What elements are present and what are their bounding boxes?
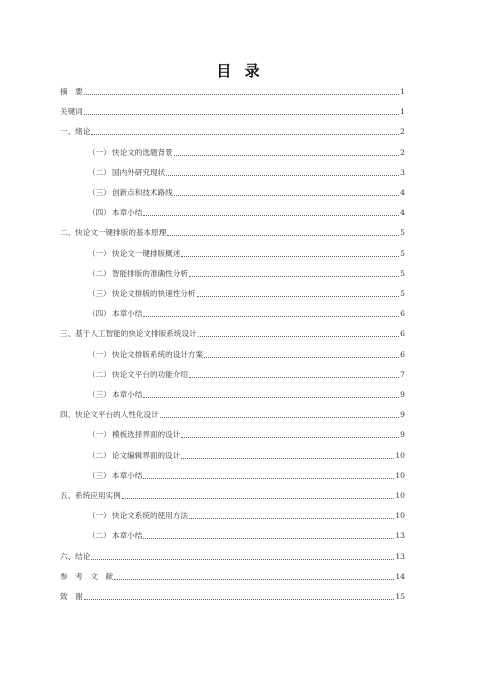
- toc-entry-number: （二）: [88, 531, 111, 541]
- toc-entry[interactable]: [60, 410, 405, 420]
- toc-page-number: 2: [400, 147, 405, 157]
- toc-entry[interactable]: [60, 228, 405, 238]
- toc-page-number: 9: [400, 390, 405, 399]
- toc-entry-number: （二）: [88, 369, 111, 379]
- toc-entry-label: [60, 228, 166, 238]
- toc-page-number: 5: [400, 248, 405, 258]
- toc-page-number: 3: [400, 167, 405, 177]
- toc-entry-label: [88, 430, 180, 440]
- toc-entry-label: [60, 107, 83, 117]
- toc-entry-text: 模板选择界面的设计: [112, 430, 181, 440]
- toc-page-number: 9: [400, 430, 405, 440]
- toc-entry[interactable]: [88, 249, 405, 259]
- toc-entry-label: [88, 289, 196, 299]
- dot-leader: [84, 114, 399, 115]
- toc-entry-number: （三）: [88, 390, 111, 399]
- dot-leader: [189, 276, 399, 277]
- toc-entry[interactable]: [88, 309, 405, 319]
- toc-entry-number: （一）: [88, 511, 111, 521]
- toc-entry[interactable]: [60, 572, 405, 582]
- toc-entry[interactable]: [88, 148, 405, 158]
- toc-page-number: 6: [400, 329, 405, 339]
- toc-entry-label: [88, 168, 165, 178]
- dot-leader: [84, 94, 399, 95]
- dot-leader: [143, 316, 399, 317]
- dot-leader: [189, 518, 394, 519]
- toc-entry-text: 五、系统应用实例: [60, 491, 121, 500]
- toc-entry-text: 四、快论文平台的人性化设计: [60, 410, 159, 420]
- toc-entry[interactable]: [88, 188, 405, 198]
- toc-page-number: 5: [400, 228, 405, 238]
- toc-entry-text: 三、基于人工智能的快论文排版系统设计: [60, 329, 197, 339]
- toc-entry-text: 关键词: [60, 107, 83, 117]
- toc-entry-number: （四）: [88, 208, 111, 218]
- toc-page-number: 10: [395, 470, 405, 480]
- toc-page-number: 15: [395, 592, 405, 601]
- toc-entry[interactable]: [88, 350, 405, 360]
- toc-entry[interactable]: [88, 269, 405, 279]
- toc-page-number: 10: [395, 450, 405, 460]
- toc-page-number: 10: [395, 511, 405, 521]
- toc-entry-label: [88, 370, 188, 380]
- toc-entry-label: [88, 148, 173, 158]
- toc-page-number: 7: [400, 369, 405, 379]
- toc-entry-label: [88, 208, 142, 218]
- toc-entry-label: [88, 188, 173, 198]
- toc-entry-text: 摘 要: [60, 87, 83, 96]
- dot-leader: [181, 458, 394, 459]
- toc-entry[interactable]: [88, 289, 405, 299]
- toc-entry-number: （二）: [88, 167, 111, 177]
- toc-entry[interactable]: [88, 531, 405, 541]
- toc-entry[interactable]: [60, 107, 405, 117]
- dot-leader: [174, 195, 399, 196]
- page-title: 目 录: [216, 62, 264, 80]
- toc-entry[interactable]: [88, 370, 405, 380]
- toc-entry-text: 本章小结: [112, 531, 143, 541]
- toc-entry-label: [60, 87, 83, 97]
- toc-entry-number: （一）: [88, 147, 111, 157]
- toc-entry[interactable]: [88, 208, 405, 218]
- toc-entry-text: 快论文系统的使用方法: [112, 511, 188, 521]
- dot-leader: [197, 296, 400, 297]
- toc-entry-text: 快论文的选题背景: [112, 147, 173, 157]
- dot-leader: [174, 155, 399, 156]
- dot-leader: [160, 417, 399, 418]
- dot-leader: [114, 579, 394, 580]
- toc-entry-label: [60, 592, 83, 602]
- dot-leader: [143, 215, 399, 216]
- toc-entry[interactable]: [60, 552, 405, 562]
- toc-entry-text: 快论文排版系统的设计方案: [112, 349, 204, 359]
- toc-entry-label: [88, 249, 180, 259]
- toc-entry-text: 一、绪论: [60, 127, 91, 137]
- toc-entry[interactable]: [60, 592, 405, 602]
- toc-entry-label: [60, 572, 113, 582]
- toc-page-number: 10: [395, 491, 405, 500]
- toc-entry-number: （一）: [88, 430, 111, 440]
- toc-entry-number: （三）: [88, 188, 111, 197]
- toc-entry-number: （四）: [88, 309, 111, 319]
- toc-entry-number: （一）: [88, 349, 111, 359]
- toc-entry-text: 本章小结: [112, 208, 143, 218]
- dot-leader: [167, 235, 399, 236]
- toc-entry-label: [88, 471, 142, 481]
- dot-leader: [166, 175, 399, 176]
- toc-entry[interactable]: [60, 329, 405, 339]
- toc-entry-label: [60, 410, 159, 420]
- toc-entry[interactable]: [60, 87, 405, 97]
- toc-entry-text: 二、快论文一键排版的基本原理: [60, 228, 167, 238]
- dot-leader: [198, 336, 399, 337]
- toc-page-number: 1: [400, 87, 405, 96]
- toc-page-number: 4: [400, 208, 405, 218]
- toc-page-number: 13: [395, 531, 405, 541]
- dot-leader: [181, 437, 399, 438]
- toc-entry-text: 智能排版的准确性分析: [112, 268, 188, 278]
- toc-entry[interactable]: [88, 451, 405, 461]
- toc-entry-text: 参 考 文 献: [60, 571, 114, 581]
- dot-leader: [143, 397, 399, 398]
- toc-entry-text: 本章小结: [112, 309, 143, 319]
- toc-entry[interactable]: [88, 471, 405, 481]
- toc-entry[interactable]: [60, 491, 405, 501]
- toc-entry-text: 论文编辑界面的设计: [112, 450, 181, 460]
- toc-entry-text: 快论文一键排版概述: [112, 248, 181, 258]
- toc-entry[interactable]: [88, 168, 405, 178]
- toc-entry-label: [88, 531, 142, 541]
- toc-page-number: 4: [400, 188, 405, 197]
- toc-page-number: 1: [400, 107, 405, 117]
- toc-entry-label: [88, 350, 203, 360]
- toc-page-number: 14: [395, 571, 405, 581]
- toc-entry-label: [60, 127, 90, 137]
- toc-entry-text: 快论文平台的功能介绍: [112, 369, 188, 379]
- toc-page-number: 9: [400, 410, 405, 420]
- toc-entry-label: [60, 552, 90, 562]
- toc-entry-label: [88, 269, 188, 279]
- toc-entry[interactable]: [88, 390, 405, 400]
- toc-page-number: 2: [400, 127, 405, 137]
- toc-entry-text: 快论文排版的快速性分析: [112, 289, 196, 298]
- dot-leader: [181, 256, 399, 257]
- toc-entry[interactable]: [88, 430, 405, 440]
- toc-entry-number: （二）: [88, 450, 111, 460]
- toc-entry-number: （一）: [88, 248, 111, 258]
- toc-entry-text: 国内外研究现状: [112, 167, 166, 177]
- toc-entry-text: 六、结论: [60, 551, 91, 561]
- toc-entry-label: [88, 451, 180, 461]
- toc-page-number: 6: [400, 349, 405, 359]
- toc-entry-text: 本章小结: [112, 390, 143, 399]
- dot-leader: [143, 478, 394, 479]
- dot-leader: [91, 559, 394, 560]
- toc-page-number: 5: [400, 268, 405, 278]
- toc-entry-text: 致 谢: [60, 592, 83, 601]
- toc-page-number: 5: [400, 289, 405, 298]
- toc-entry-number: （二）: [88, 268, 111, 278]
- toc-entry-text: 创新点和技术路线: [112, 188, 173, 197]
- toc-entry[interactable]: [88, 511, 405, 521]
- toc-entry-label: [60, 329, 197, 339]
- dot-leader: [204, 357, 399, 358]
- dot-leader: [84, 599, 395, 600]
- dot-leader: [122, 498, 395, 499]
- toc-entry-label: [60, 491, 121, 501]
- toc-page-number: 6: [400, 309, 405, 319]
- dot-leader: [189, 377, 399, 378]
- dot-leader: [91, 134, 399, 135]
- toc-page-number: 13: [395, 551, 405, 561]
- toc-entry-label: [88, 390, 142, 400]
- toc-entry-text: 本章小结: [112, 470, 143, 480]
- toc-entry[interactable]: [60, 127, 405, 137]
- toc-entry-number: （三）: [88, 289, 111, 298]
- dot-leader: [143, 538, 394, 539]
- toc-entry-label: [88, 309, 142, 319]
- toc-entry-label: [88, 511, 188, 521]
- toc-entry-number: （三）: [88, 470, 111, 480]
